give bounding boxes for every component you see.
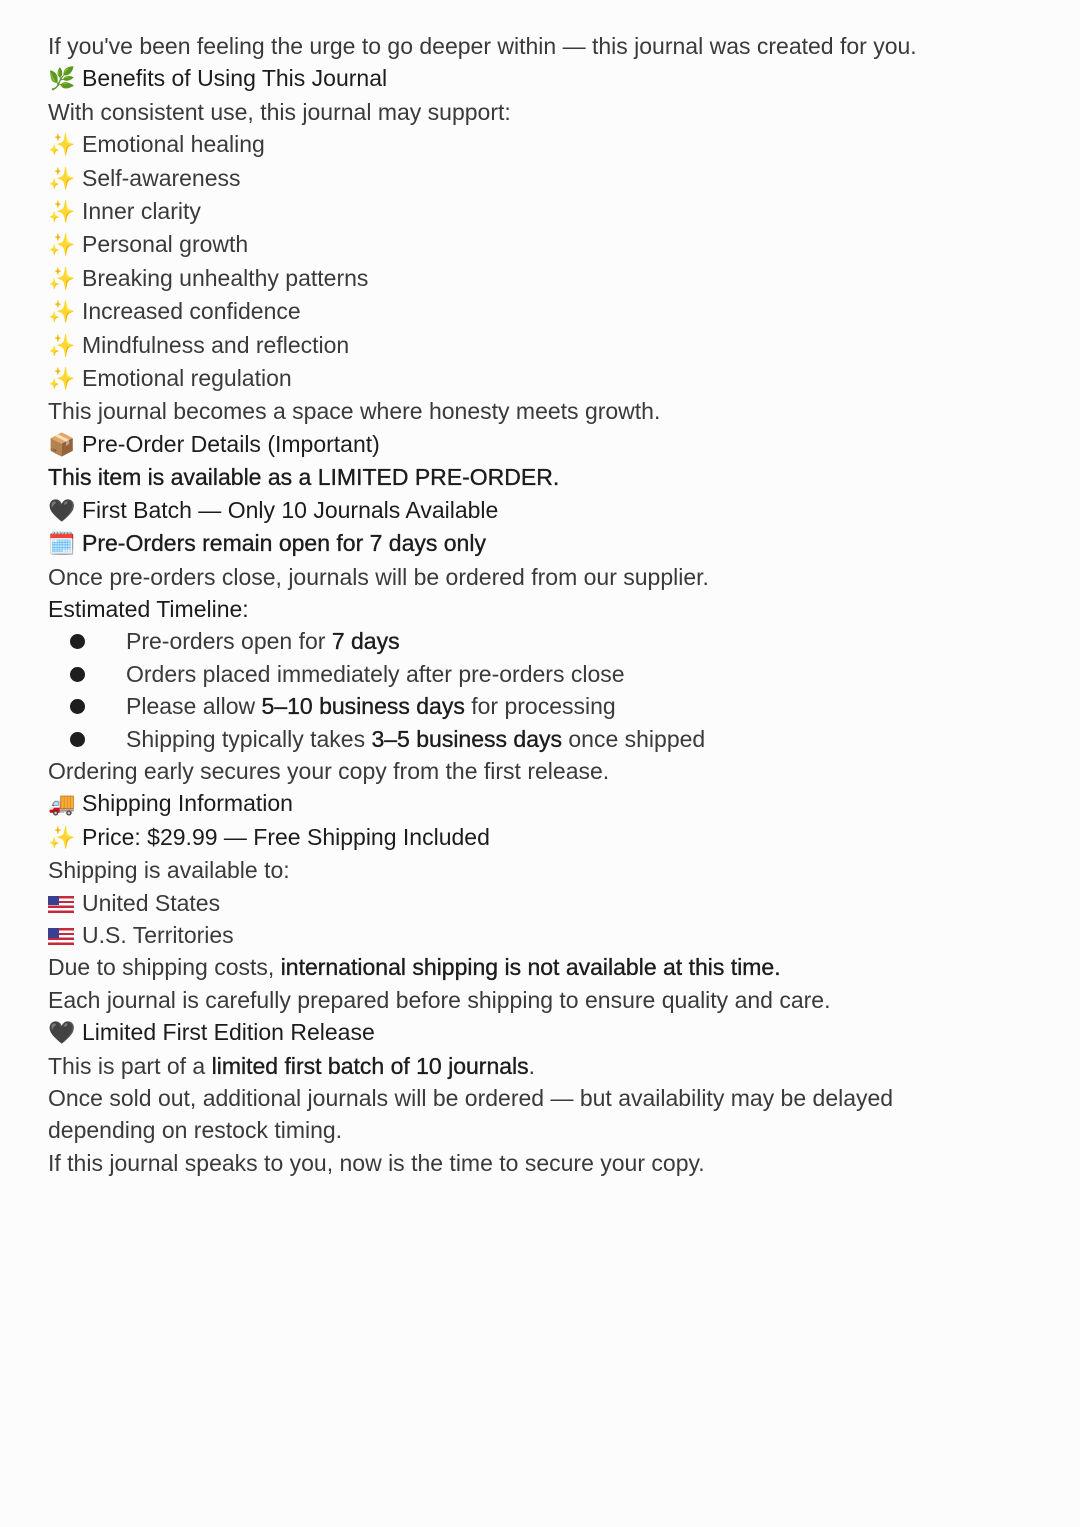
- benefit-item: ✨ Inner clarity: [48, 195, 1032, 228]
- benefits-heading: [48, 62, 1032, 95]
- shipping-lead: Shipping is available to:: [48, 857, 290, 884]
- timeline-heading: Estimated Timeline:: [48, 595, 249, 622]
- benefits-closing: This journal becomes a space where honesty meets growth.: [48, 398, 661, 425]
- timeline-item: Pre-orders open for 7 days: [48, 625, 1032, 657]
- sparkles-icon: ✨: [48, 199, 76, 225]
- black-heart-icon: 🖤: [48, 1020, 76, 1046]
- sparkles-icon: ✨: [48, 366, 76, 392]
- destination-item: U.S. Territories: [48, 919, 1032, 951]
- benefits-heading-text: Benefits of Using This Journal: [82, 65, 388, 92]
- bullet-icon: [70, 667, 85, 682]
- truck-icon: 🚚: [48, 791, 76, 817]
- timeline-item: Shipping typically takes 3–5 business days once shipped: [48, 723, 1032, 755]
- timeline-list: [48, 625, 1032, 755]
- sparkles-icon: ✨: [48, 232, 76, 258]
- sparkles-icon: ✨: [48, 165, 76, 191]
- intro-text: If you've been feeling the urge to go deeper within — this journal was created for you.: [48, 33, 917, 59]
- restock-note: Once sold out, additional journals will be ordered — but availability may be delayed depending on restock timing.: [48, 1085, 894, 1144]
- benefit-item: ✨ Emotional regulation: [48, 362, 1032, 395]
- bullet-icon: [70, 699, 85, 714]
- international-note: Due to shipping costs, international shipping is not available at this time.: [48, 954, 781, 981]
- benefits-lead: With consistent use, this journal may support:: [48, 98, 511, 125]
- timeline-item: Please allow 5–10 business days for processing: [48, 690, 1032, 722]
- us-flag-icon: [48, 928, 74, 945]
- us-flag-icon: [48, 896, 74, 913]
- sparkles-icon: ✨: [48, 299, 76, 325]
- shipping-heading: 🚚 Shipping Information: [48, 787, 1032, 820]
- call-to-action: If this journal speaks to you, now is the time to secure your copy.: [48, 1149, 705, 1176]
- timeline-item: Orders placed immediately after pre-orders close: [48, 658, 1032, 690]
- care-note: Each journal is carefully prepared before shipping to ensure quality and care.: [48, 986, 831, 1013]
- herb-icon: 🌿: [48, 66, 76, 92]
- early-note: Ordering early secures your copy from the first release.: [48, 757, 610, 784]
- package-icon: 📦: [48, 431, 76, 457]
- destination-item: United States: [48, 887, 1032, 919]
- benefit-item: ✨ Increased confidence: [48, 295, 1032, 328]
- preorder-heading-text: Pre-Order Details (Important): [82, 430, 380, 457]
- sparkles-icon: ✨: [48, 132, 76, 158]
- limited-heading: 🖤 Limited First Edition Release: [48, 1016, 1032, 1049]
- sparkles-icon: ✨: [48, 332, 76, 358]
- preorder-close-note: Once pre-orders close, journals will be ordered from our supplier.: [48, 563, 709, 590]
- bullet-icon: [70, 732, 85, 747]
- limited-part: This is part of a limited first batch of 10 journals.: [48, 1052, 536, 1079]
- price-line: ✨ Price: $29.99 — Free Shipping Included: [48, 821, 1032, 854]
- benefit-item: ✨ Emotional healing: [48, 128, 1032, 161]
- preorder-batch: 🖤 First Batch — Only 10 Journals Available: [48, 494, 1032, 527]
- sparkles-icon: ✨: [48, 265, 76, 291]
- preorder-availability: This item is available as a LIMITED PRE-ORDER.: [48, 464, 560, 491]
- calendar-icon: 🗓️: [48, 531, 76, 557]
- sparkles-icon: ✨: [48, 824, 76, 850]
- benefits-list: [48, 128, 1032, 395]
- benefit-item: ✨ Personal growth: [48, 228, 1032, 261]
- benefit-item: ✨ Breaking unhealthy patterns: [48, 262, 1032, 295]
- black-heart-icon: 🖤: [48, 497, 76, 523]
- preorder-open-period: 🗓️ Pre-Orders remain open for 7 days only: [48, 527, 1032, 560]
- benefit-item: ✨ Self-awareness: [48, 162, 1032, 195]
- preorder-heading: [48, 428, 1032, 461]
- bullet-icon: [70, 634, 85, 649]
- benefit-item: ✨ Mindfulness and reflection: [48, 329, 1032, 362]
